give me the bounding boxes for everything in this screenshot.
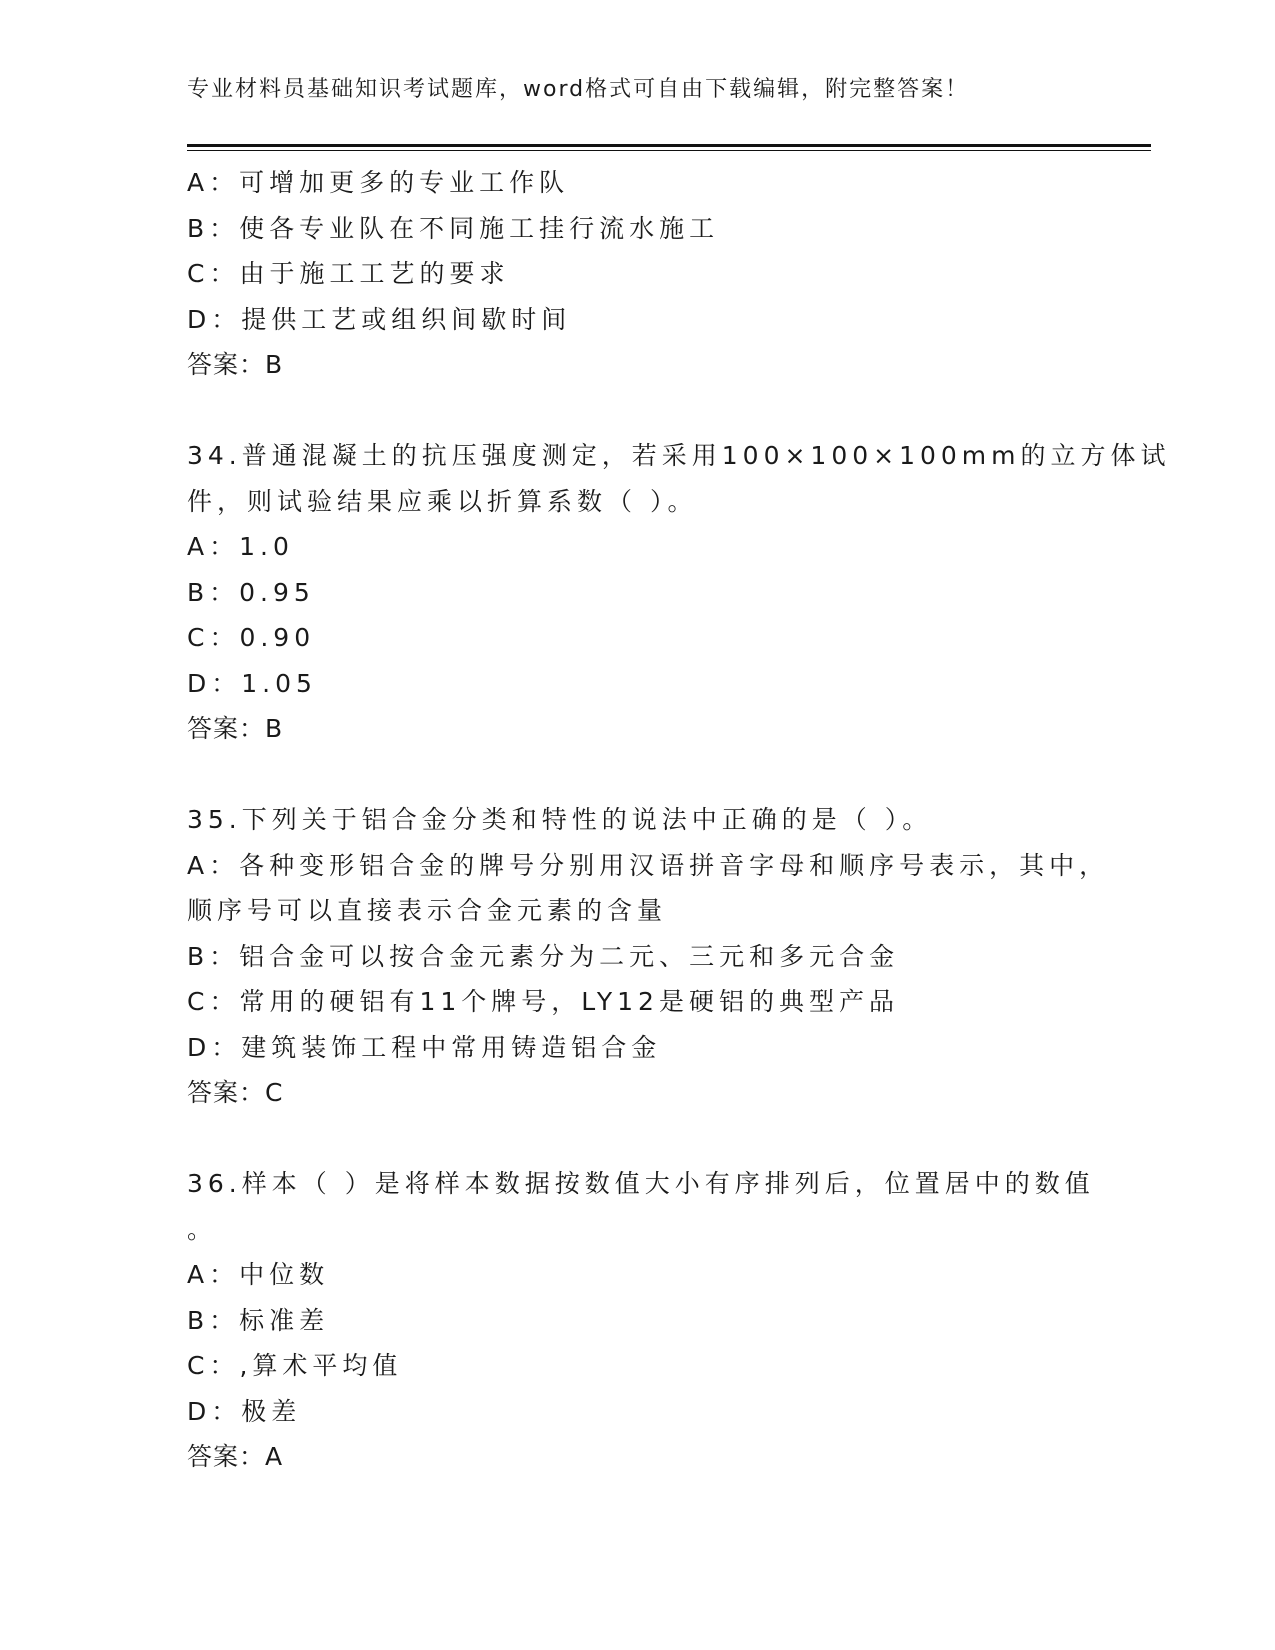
spacer (187, 388, 1087, 434)
spacer (187, 1116, 1087, 1162)
question-36 (187, 1161, 1095, 1480)
option-a: A：1.0 (187, 532, 294, 561)
question-list (187, 160, 1171, 1480)
option-b: B：使各专业队在不同施工挂行流水施工 (187, 213, 720, 243)
option-a: A：各种变形铝合金的牌号分别用汉语拼音字母和顺序号表示，其中， (187, 850, 1110, 880)
option-c: C：,算术平均值 (187, 1351, 403, 1380)
option-a: A：中位数 (187, 1260, 330, 1289)
question-stem-line: 36.样本（ ）是将样本数据按数值大小有序排列后，位置居中的数值 (187, 1169, 1095, 1198)
spacer (187, 752, 1087, 798)
header-rule-thin (187, 150, 1151, 151)
option-c: C：0.90 (187, 623, 316, 652)
question-stem-line: 35.下列关于铝合金分类和特性的说法中正确的是（ ）。 (187, 805, 933, 834)
option-c: C：常用的硬铝有11个牌号，LY12是硬铝的典型产品 (187, 987, 899, 1016)
answer-line: 答案：B (187, 714, 284, 743)
question-stem-line: 34.普通混凝土的抗压强度测定，若采用100×100×100mm的立方体试 (187, 441, 1171, 470)
question-35 (187, 797, 1110, 1116)
answer-line: 答案：C (187, 1078, 284, 1107)
option-a-continued: 顺序号可以直接表示合金元素的含量 (187, 896, 668, 925)
question-stem-line: 。 (187, 1214, 218, 1244)
option-a: A：可增加更多的专业工作队 (187, 168, 570, 197)
option-d: D：提供工艺或组织间歇时间 (187, 304, 572, 334)
option-b: B：标准差 (187, 1305, 330, 1335)
option-b: B：铝合金可以按合金元素分为二元、三元和多元合金 (187, 941, 900, 971)
page-header: 专业材料员基础知识考试题库，word格式可自由下载编辑，附完整答案！ (187, 77, 970, 102)
question-34 (187, 433, 1171, 752)
question-33-tail (187, 160, 1087, 388)
option-d: D：极差 (187, 1396, 302, 1426)
option-c: C：由于施工工艺的要求 (187, 259, 510, 288)
answer-line: 答案：B (187, 350, 284, 379)
option-d: D：1.05 (187, 668, 317, 698)
question-stem-line: 件，则试验结果应乘以折算系数（ ）。 (187, 486, 698, 516)
header-rule-thick (187, 144, 1151, 147)
option-d: D：建筑装饰工程中常用铸造铝合金 (187, 1032, 662, 1062)
option-b: B：0.95 (187, 577, 315, 607)
answer-line: 答案：A (187, 1442, 284, 1471)
